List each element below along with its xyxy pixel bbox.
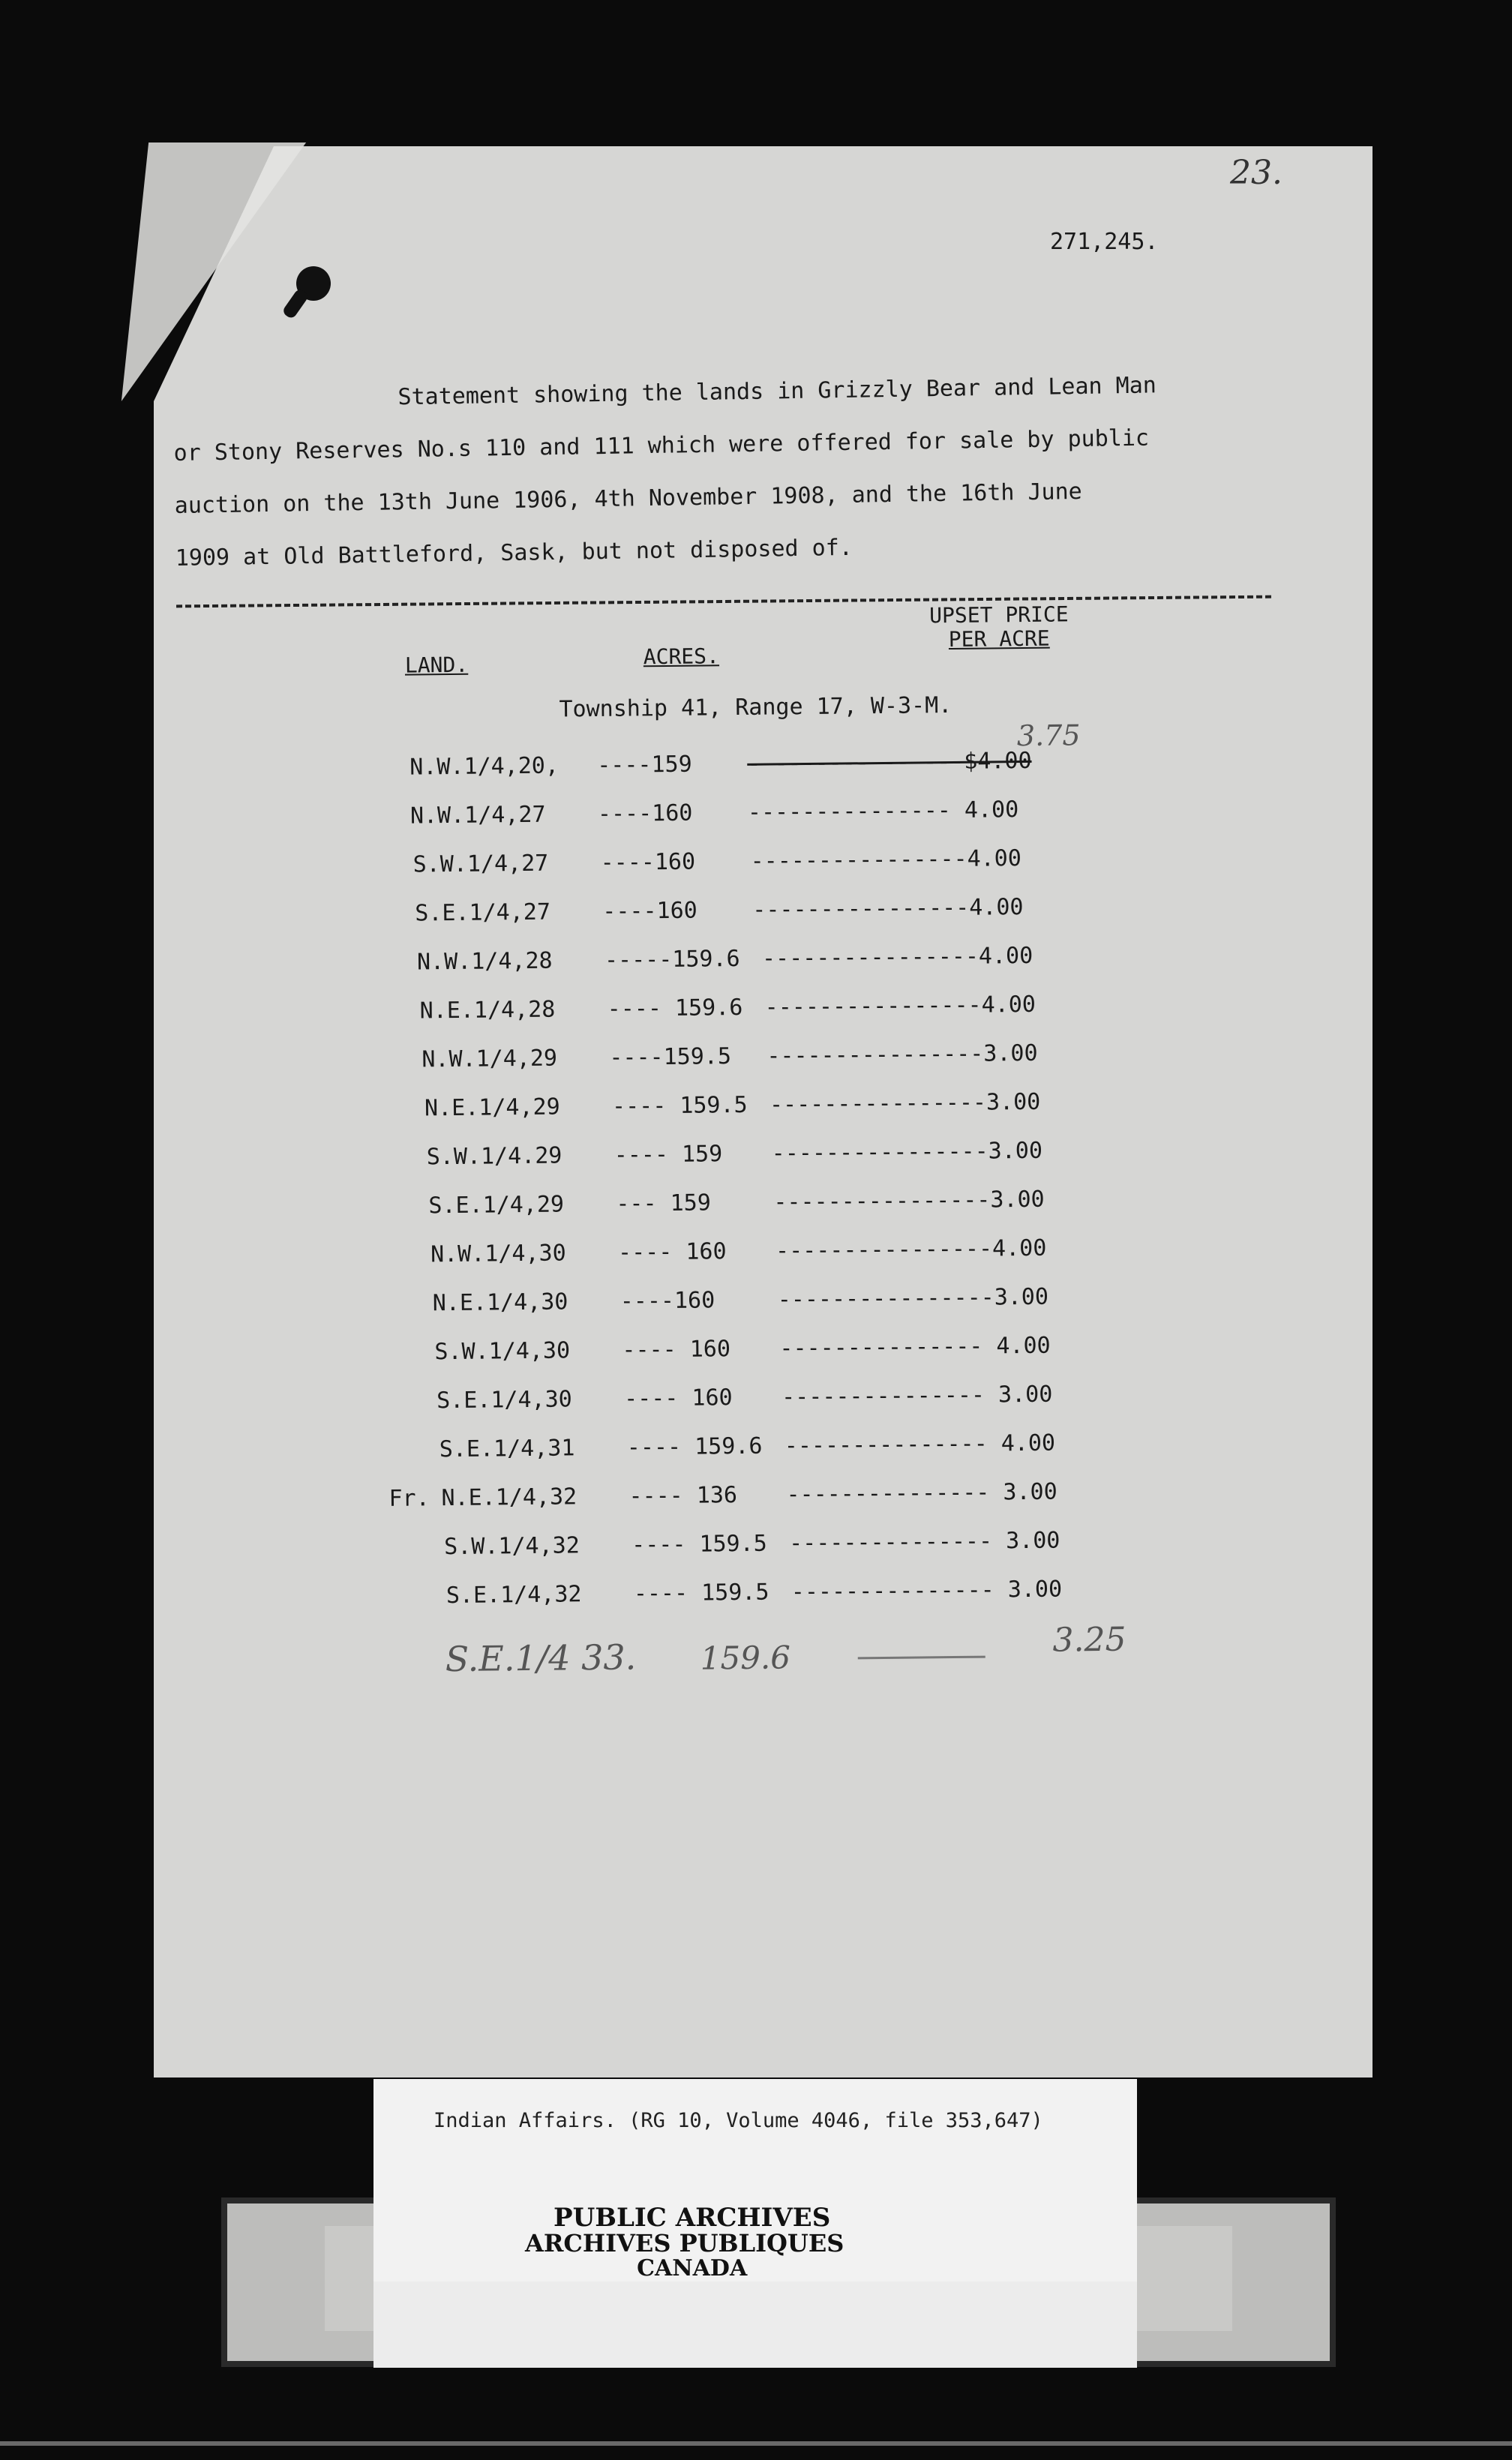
land-cell: N.E.1/4,28 — [419, 996, 556, 1024]
price-cell: ----------------4.00 — [775, 1234, 1047, 1264]
land-cell: N.W.1/4,20, — [410, 752, 560, 781]
acres-cell: ---- 159.6 — [626, 1432, 763, 1461]
price-cell: --------------- 4.00 — [784, 1430, 1056, 1460]
price-cell: ----------------3.00 — [771, 1137, 1043, 1167]
land-cell: S.E.1/4,29 — [428, 1191, 565, 1220]
acres-cell: ---- 159.5 — [631, 1530, 767, 1558]
acres-cell: ---- 159.5 — [611, 1091, 748, 1120]
acres-cell: ----159 — [597, 751, 692, 778]
township-label: Township 41, Range 17, W-3-M. — [559, 692, 952, 723]
header-price-line1: UPSET PRICE — [929, 602, 1069, 628]
land-cell: S.W.1/4,30 — [434, 1337, 571, 1366]
price-cell: ----------------3.00 — [777, 1283, 1049, 1313]
label-strip — [374, 2282, 1137, 2368]
land-cell: S.W.1/4,27 — [412, 850, 549, 878]
header-land: LAND. — [404, 652, 469, 678]
scan-edge-line — [0, 2441, 1512, 2446]
land-cell: S.W.1/4,32 — [443, 1532, 580, 1561]
acres-cell: -----159.6 — [604, 945, 740, 974]
land-cell: S.E.1/4,31 — [439, 1435, 575, 1463]
price-cell: --------------- 4.00 — [747, 796, 1019, 826]
land-cell: N.W.1/4,27 — [410, 801, 546, 830]
stamp-line: ARCHIVES PUBLIQUES — [525, 2229, 844, 2258]
acres-cell: ---- 160 — [622, 1336, 731, 1364]
land-cell: N.W.1/4,28 — [416, 947, 553, 976]
acres-cell: ---- 159.5 — [633, 1579, 770, 1607]
price-cell: ----------------3.00 — [773, 1186, 1045, 1216]
acres-cell: --- 159 — [616, 1190, 712, 1217]
fractional-prefix: Fr. — [388, 1485, 430, 1512]
price-cell: ----------------4.00 — [750, 845, 1022, 874]
land-cell: N.E.1/4,29 — [424, 1094, 560, 1122]
land-cell: S.E.1/4,32 — [446, 1581, 582, 1610]
price-cell: --------------- 3.00 — [788, 1527, 1060, 1557]
acres-cell: ----159.5 — [609, 1043, 732, 1071]
acres-cell: ----160 — [602, 897, 698, 925]
document-number: 271,245. — [1050, 229, 1159, 255]
land-cell: N.E.1/4,32 — [441, 1484, 578, 1512]
price-cell: ----------------4.00 — [761, 942, 1034, 972]
intro-line: Statement showing the lands in Grizzly Bear and Lean Man — [398, 372, 1157, 411]
price-cell: --------------- 3.00 — [786, 1478, 1058, 1508]
acres-cell: ---- 159 — [614, 1141, 723, 1168]
archive-reference: Indian Affairs. (RG 10, Volume 4046, file 353,647) — [434, 2109, 1043, 2132]
price-cell: ----------------$4.00 — [747, 747, 1032, 777]
land-cell: S.E.1/4,30 — [436, 1386, 572, 1414]
intro-line: or Stony Reserves No.s 110 and 111 which were offered for sale by public — [173, 424, 1150, 466]
public-archives-stamp — [525, 2203, 844, 2282]
acres-cell: ----160 — [600, 848, 696, 876]
folded-corner — [122, 142, 306, 401]
land-cell: S.E.1/4,27 — [415, 898, 551, 927]
handwritten-land: S.E.1/4 33. — [445, 1636, 637, 1680]
header-price — [929, 602, 1069, 652]
price-correction: 3.75 — [1016, 718, 1081, 753]
handwritten-acres: 159.6 — [700, 1639, 791, 1677]
handwritten-price: 3.25 — [1052, 1620, 1126, 1660]
price-cell: --------------- 3.00 — [790, 1576, 1063, 1606]
price-cell: ----------------3.00 — [766, 1040, 1038, 1070]
intro-line: auction on the 13th June 1906, 4th November 1908, and the 16th June — [174, 478, 1082, 519]
price-cell: --------------- 4.00 — [779, 1332, 1051, 1362]
acres-cell: ----160 — [597, 800, 693, 827]
intro-line: 1909 at Old Battleford, Sask, but not disposed of. — [175, 534, 854, 572]
header-acres: ACRES. — [643, 644, 720, 670]
price-cell: ----------------4.00 — [764, 991, 1036, 1021]
statement-intro — [172, 358, 1286, 585]
land-cell: N.E.1/4,30 — [432, 1288, 568, 1317]
stamp-line: PUBLIC ARCHIVES — [554, 2203, 831, 2233]
acres-cell: ---- 159.6 — [607, 994, 743, 1022]
price-cell: --------------- 3.00 — [781, 1381, 1053, 1411]
price-cell: ----------------3.00 — [769, 1088, 1041, 1118]
land-cell: S.W.1/4.29 — [426, 1142, 562, 1171]
acres-cell: ---- 160 — [623, 1384, 733, 1412]
price-cell: ----------------4.00 — [752, 894, 1024, 923]
land-cell: N.W.1/4,30 — [430, 1240, 566, 1268]
page-number: 23. — [1230, 154, 1282, 192]
land-cell: N.W.1/4,29 — [422, 1045, 558, 1073]
acres-cell: ---- 160 — [617, 1238, 727, 1266]
header-price-line2: PER ACRE — [948, 626, 1050, 652]
acres-cell: ---- 136 — [628, 1482, 738, 1510]
acres-cell: ----160 — [620, 1287, 716, 1315]
stamp-line: CANADA — [637, 2255, 748, 2282]
